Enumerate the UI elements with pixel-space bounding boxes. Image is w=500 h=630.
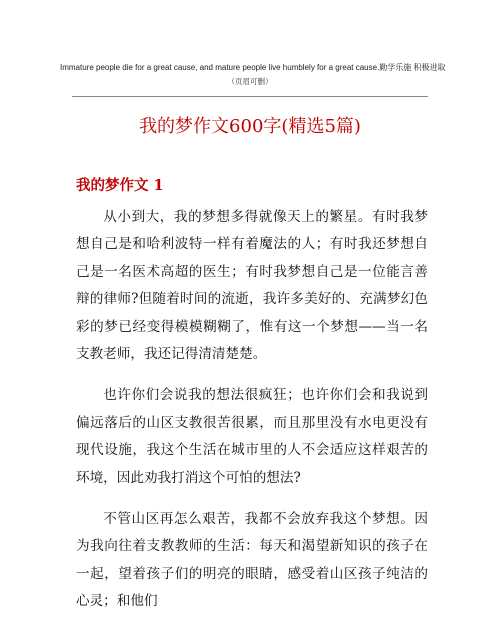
header-note: （页眉可删）	[227, 77, 273, 86]
header-motto: Immature people die for a great cause, and mature people live humblely for a great cause.勤学乐施 积极进取	[60, 63, 446, 72]
body-paragraph: 不管山区再怎么艰苦，我都不会放弃我这个梦想。因为我向往着支教教师的生活：每天和渴望新知识的孩子在一起，望着孩子们的明亮的眼睛，感受着山区孩子纯洁的心灵；和他们	[76, 511, 428, 610]
page-header	[60, 62, 446, 88]
header-divider	[72, 96, 428, 97]
section-heading: 我的梦作文 1	[76, 177, 164, 194]
body-paragraph: 从小到大，我的梦想多得就像天上的繁星。有时我梦想自己是和哈利波特一样有着魔法的人；有时我还梦想自己是一名医术高超的医生；有时我梦想自己是一位能言善辩的律师?但随着时间的流逝，我许多美好的、充满梦幻色彩的梦已经变得模模糊糊了，惟有这一个梦想——当一名支教老师，我还记得清清楚楚。	[76, 209, 428, 363]
body-paragraph: 也许你们会说我的想法很疯狂；也许你们会和我说到偏远落后的山区支教很苦很累，而且那里没有水电更没有现代设施，我这个生活在城市里的人不会适应这样艰苦的环境，因此劝我打消这个可怕的想法?	[76, 387, 428, 486]
document-title: 我的梦作文600字(精选5篇)	[139, 116, 361, 137]
